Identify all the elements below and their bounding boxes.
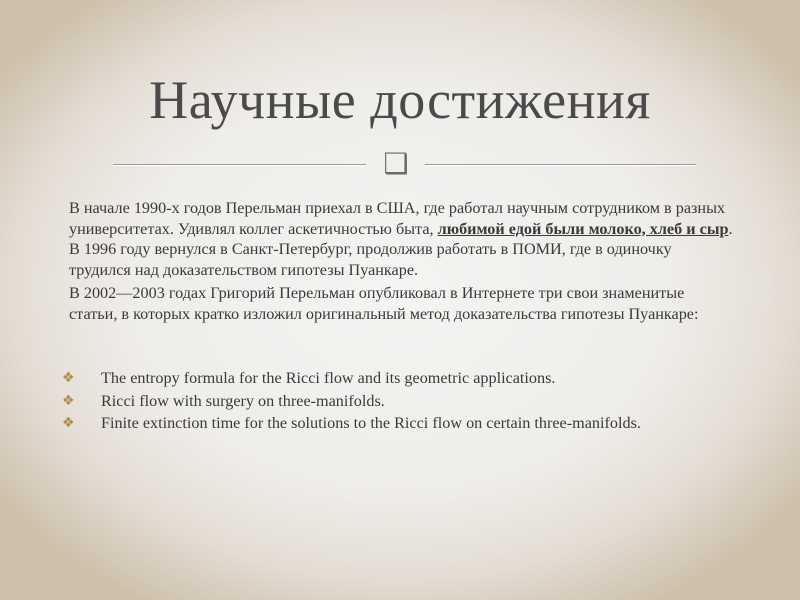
diamond-bullet-icon: ❖ [62,392,75,409]
list-item-text: Ricci flow with surgery on three-manifolds. [101,391,385,410]
ornament-icon: ❑ [383,147,409,180]
title-divider-right [425,164,696,165]
diamond-bullet-icon: ❖ [62,415,75,431]
paragraph1-emphasis: любимой едой были молоко, хлеб и сыр [437,219,729,238]
title-divider-left [113,164,366,165]
paragraph-move-to-usa [69,198,734,280]
diamond-bullet-icon: ❖ [62,370,75,386]
slide-title: Научные достижения [149,70,651,130]
slide-body [69,198,734,327]
papers-list [62,368,752,436]
list-item-text: The entropy formula for the Ricci flow and its geometric applications. [101,369,556,387]
list-item [62,413,752,434]
paragraph1-text-start: В начале 1990-х годов Перельман приехал в США, где работал научным сотрудником в разных университетах. Удивлял коллег аскетичностью быта, [69,199,726,238]
list-item [62,368,752,389]
list-item-text: Finite extinction time for the solutions to the Ricci flow on certain three-manifolds. [101,414,641,432]
paragraph-publications: В 2002—2003 годах Григорий Перельман опубликовал в Интернете три свои знаменитые статьи, в которых кратко изложил оригинальный метод доказательства гипотезы Пуанкаре: [69,284,699,323]
paragraph1-text-end: . В 1996 году вернулся в Санкт-Петербург, продолжив работать в ПОМИ, где в одиночку трудился над доказательством гипотезы Пуанкаре. [69,219,733,279]
list-item [62,391,752,412]
